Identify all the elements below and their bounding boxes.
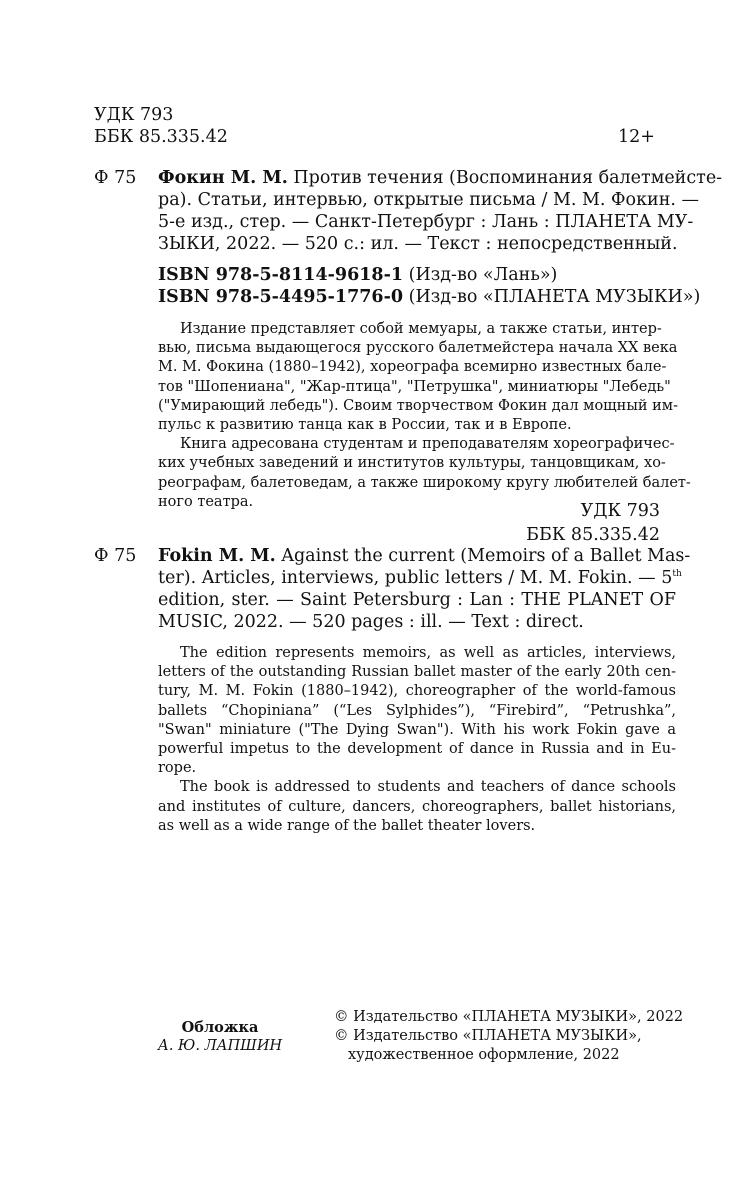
ru-entry-line-1: Фокин М. М. Против течения (Воспоминания балетмейсте-	[158, 168, 723, 188]
en-annotation-line: and institutes of culture, dancers, choreographers, ballet historians,	[158, 798, 676, 815]
ru-entry-line-2: ра). Статьи, интервью, открытые письма / М. М. Фокин. —	[158, 190, 699, 210]
ru-annotation-line: ного театра.	[158, 493, 254, 510]
ru-annotation	[158, 320, 691, 512]
ru-author: Фокин М. М.	[158, 168, 288, 188]
en-annotation	[158, 644, 676, 836]
ru-annotation-line: Издание представляет собой мемуары, а также статьи, интер-	[180, 321, 662, 337]
cover-artist: А. Ю. ЛАПШИН	[157, 1038, 283, 1055]
en-annotation-line: rope.	[158, 760, 197, 777]
isbn-number: ISBN 978-5-4495-1776-0	[158, 287, 404, 307]
ru-entry-line-4: ЗЫКИ, 2022. — 520 с.: ил. — Текст : непосредственный.	[158, 234, 678, 254]
en-annotation-line: ballets “Chopiniana” (“Les Sylphides”), “Firebird”, “Petrushka”,	[158, 702, 676, 719]
en-annotation-line: tury, M. M. Fokin (1880–1942), choreographer of the world-famous	[158, 683, 676, 700]
en-entry-line-2: ter). Articles, interviews, public letters / M. M. Fokin. — 5th	[158, 568, 682, 588]
udk-mid: УДК 793	[580, 501, 660, 521]
cover-credit	[140, 1018, 300, 1056]
en-annotation-line: The edition represents memoirs, as well as articles, interviews,	[180, 645, 676, 661]
en-annotation-line: "Swan" miniature ("The Dying Swan"). With his work Fokin gave a	[158, 721, 676, 738]
ru-annotation-line: ("Умирающий лебедь"). Своим творчеством Фокин дал мощный им-	[158, 397, 678, 414]
ru-classification-code: Ф 75	[94, 168, 137, 188]
en-annotation-line: letters of the outstanding Russian ballet master of the early 20th cen-	[158, 664, 676, 681]
en-author: Fokin M. M.	[158, 546, 276, 566]
isbn-block	[158, 264, 700, 308]
ru-bibliographic-entry	[158, 167, 723, 255]
en-entry-line-4: MUSIC, 2022. — 520 pages : ill. — Text : direct.	[158, 612, 584, 632]
ru-annotation-line: вью, письма выдающегося русского балетмейстера начала XX века	[158, 340, 678, 357]
en-annotation-line: The book is addressed to students and teachers of dance schools	[180, 779, 676, 796]
isbn-publisher: (Изд-во «Лань»)	[408, 265, 558, 285]
copyright-block	[334, 1008, 683, 1066]
en-entry-line-3: edition, ster. — Saint Petersburg : Lan : THE PLANET OF	[158, 590, 676, 610]
bbk-top: ББК 85.335.42	[94, 127, 228, 147]
ru-annotation-line: ких учебных заведений и институтов культуры, танцовщикам, хо-	[158, 455, 666, 472]
copyright-line: © Издательство «ПЛАНЕТА МУЗЫКИ»,	[334, 1028, 642, 1045]
en-annotation-line: powerful impetus to the development of dance in Russia and in Eu-	[158, 741, 676, 758]
cover-label: Обложка	[181, 1019, 259, 1036]
en-bibliographic-entry	[158, 545, 691, 633]
isbn-publisher: (Изд-во «ПЛАНЕТА МУЗЫКИ»)	[408, 287, 701, 307]
ru-annotation-line: М. М. Фокина (1880–1942), хореографа всемирно известных балe-	[158, 359, 667, 376]
isbn-line	[158, 286, 700, 308]
ru-annotation-line: Книга адресована студентам и преподавателям хореографичес-	[180, 436, 675, 453]
ru-annotation-line: реографам, балетоведам, а также широкому кругу любителей балет-	[158, 474, 691, 491]
bbk-mid: ББК 85.335.42	[526, 525, 660, 545]
en-annotation-line: as well as a wide range of the ballet theater lovers.	[158, 817, 536, 834]
ordinal-suffix: th	[672, 569, 682, 579]
ru-entry-line-3: 5-е изд., стер. — Санкт-Петербург : Лань : ПЛАНЕТА МУ-	[158, 212, 694, 232]
isbn-line	[158, 264, 700, 286]
isbn-number: ISBN 978-5-8114-9618-1	[158, 265, 404, 285]
udk-top: УДК 793	[94, 105, 174, 125]
en-entry-line-1: Fokin M. M. Against the current (Memoirs of a Ballet Mas-	[158, 546, 691, 566]
ru-annotation-line: пульс к развитию танца как в России, так и в Европе.	[158, 417, 572, 434]
age-rating: 12+	[618, 127, 655, 147]
ru-annotation-line: тов "Шопениана", "Жар-птица", "Петрушка", миниатюры "Лебедь"	[158, 378, 671, 395]
copyright-line: © Издательство «ПЛАНЕТА МУЗЫКИ», 2022	[334, 1009, 684, 1025]
copyright-line: художественное оформление, 2022	[348, 1047, 620, 1064]
en-classification-code: Ф 75	[94, 546, 137, 566]
